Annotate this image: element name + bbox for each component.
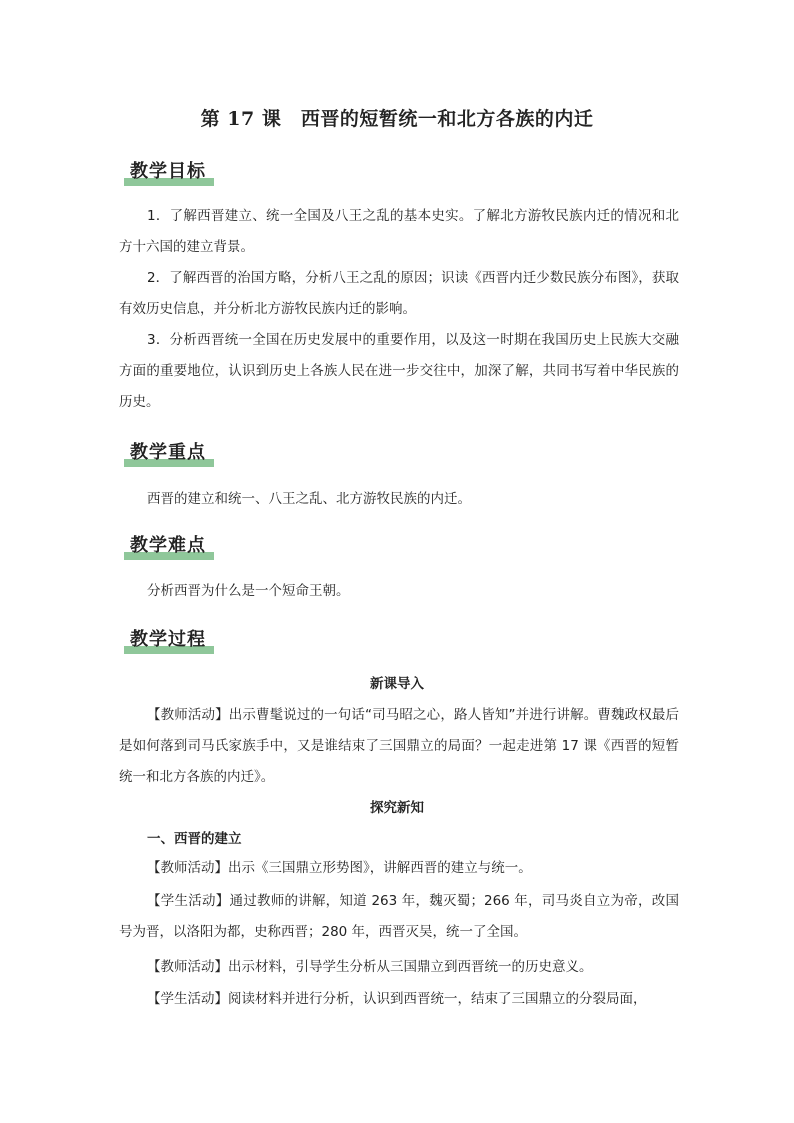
objective-item-1: 1．了解西晋建立、统一全国及八王之乱的基本史实。了解北方游牧民族内迁的情况和北方十六国的建立背景。 (119, 208, 679, 255)
intro-subtitle: 新课导入 (370, 676, 424, 692)
section-heading-key-points: 教学重点 (124, 441, 214, 467)
explore-subtitle: 探究新知 (370, 800, 424, 816)
section-heading-difficulties: 教学难点 (124, 534, 214, 560)
difficulties-text: 分析西晋为什么是一个短命王朝。 (147, 583, 350, 599)
intro-paragraph: 【教师活动】出示曹髦说过的一句话“司马昭之心，路人皆知”并进行讲解。曹魏政权最后是如何落到司马氏家族手中，又是谁结束了三国鼎立的局面？一起走进第 17 课《西晋的短暂统一和北方各族的内迁》。 (119, 707, 679, 785)
section-heading-process: 教学过程 (124, 628, 214, 654)
activity-line-3: 【教师活动】出示材料，引导学生分析从三国鼎立到西晋统一的历史意义。 (147, 959, 593, 975)
lesson-title: 第 17 课 西晋的短暂统一和北方各族的内迁 (200, 108, 594, 130)
activity-line-2: 【学生活动】通过教师的讲解，知道 263 年，魏灭蜀；266 年，司马炎自立为帝，改国号为晋，以洛阳为都，史称西晋；280 年，西晋灭吴，统一了全国。 (119, 893, 679, 940)
activity-line-1: 【教师活动】出示《三国鼎立形势图》，讲解西晋的建立与统一。 (147, 860, 532, 876)
section-heading-objectives: 教学目标 (124, 160, 214, 186)
activity-line-4: 【学生活动】阅读材料并进行分析，认识到西晋统一，结束了三国鼎立的分裂局面， (147, 991, 647, 1007)
objective-item-2: 2．了解西晋的治国方略，分析八王之乱的原因；识读《西晋内迁少数民族分布图》，获取有效历史信息，并分析北方游牧民族内迁的影响。 (119, 270, 679, 317)
key-points-text: 西晋的建立和统一、八王之乱、北方游牧民族的内迁。 (147, 491, 471, 507)
subsection-title-1: 一、西晋的建立 (147, 831, 242, 847)
objective-item-3: 3．分析西晋统一全国在历史发展中的重要作用，以及这一时期在我国历史上民族大交融方面的重要地位，认识到历史上各族人民在进一步交往中，加深了解，共同书写着中华民族的历史。 (119, 332, 679, 410)
